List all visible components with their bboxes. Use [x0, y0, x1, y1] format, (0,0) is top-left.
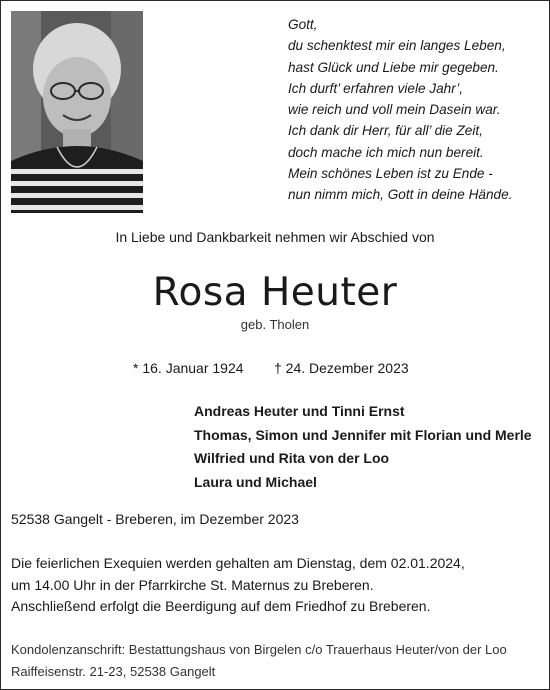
poem-line: du schenktest mir ein langes Leben, — [288, 38, 506, 54]
family-line: Wilfried und Rita von der Loo — [194, 450, 390, 466]
death-date: † 24. Dezember 2023 — [274, 360, 409, 376]
poem-line: doch mache ich mich nun bereit. — [288, 144, 484, 160]
family-line: Laura und Michael — [194, 473, 317, 490]
place-date: 52538 Gangelt - Breberen, im Dezember 2023 — [11, 511, 299, 527]
poem — [288, 14, 512, 206]
service-info — [11, 553, 465, 618]
family-line: Thomas, Simon und Jennifer mit Florian und Merle — [194, 426, 532, 443]
poem-line: hast Glück und Liebe mir gegeben. — [288, 59, 499, 75]
family-list — [194, 400, 532, 494]
deceased-name: Rosa Heuter — [152, 270, 398, 315]
birth-name: geb. Tholen — [240, 317, 310, 332]
contact-line: Kondolenzanschrift: Bestattungshaus von Birgelen c/o Trauerhaus Heuter/von der Loo — [11, 642, 507, 657]
service-line: Die feierlichen Exequien werden gehalten am Dienstag, dem 02.01.2024, — [11, 555, 465, 571]
poem-line: Ich dank dir Herr, für all’ die Zeit, — [288, 123, 483, 139]
poem-line: Mein schönes Leben ist zu Ende - — [288, 166, 493, 182]
service-line: Anschließend erfolgt die Beerdigung auf dem Friedhof zu Breberen. — [11, 598, 431, 615]
intro-text: In Liebe und Dankbarkeit nehmen wir Abschied von — [115, 229, 435, 245]
family-line: Andreas Heuter und Tinni Ernst — [194, 403, 405, 419]
poem-line: Ich durft’ erfahren viele Jahr’, — [288, 80, 464, 96]
portrait-photo — [11, 11, 143, 213]
service-line: um 14.00 Uhr in der Pfarrkirche St. Maternus zu Breberen. — [11, 576, 374, 593]
contact-line: Raiffeisenstr. 21-23, 52538 Gangelt — [11, 664, 216, 679]
condolence-address — [11, 639, 507, 683]
birth-date: * 16. Januar 1924 — [133, 360, 244, 376]
poem-line: wie reich und voll mein Dasein war. — [288, 102, 501, 118]
poem-line: nun nimm mich, Gott in deine Hände. — [288, 187, 513, 203]
poem-line: Gott, — [288, 17, 318, 32]
